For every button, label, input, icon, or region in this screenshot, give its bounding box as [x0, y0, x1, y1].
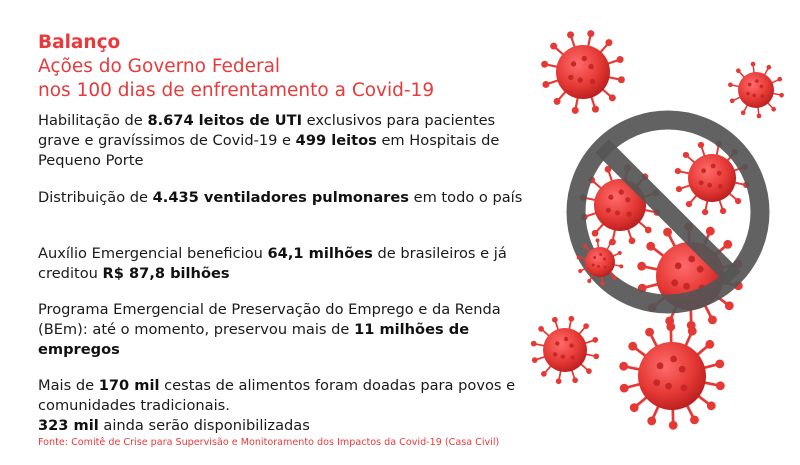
- item-text: ainda serão disponibilizadas: [98, 417, 310, 434]
- header: [38, 31, 434, 103]
- source-note: Fonte: Comitê de Crise para Supervisão e Monitoramento dos Impactos da Covid-19 (Casa Civil): [38, 437, 500, 448]
- item-highlight: 64,1 milhões: [267, 245, 373, 262]
- item-text: Distribuição de: [38, 189, 153, 206]
- item-food-baskets: [38, 376, 528, 436]
- header-line-1: Ações do Governo Federal: [38, 56, 281, 77]
- virus-icon: [580, 165, 661, 246]
- virus-icon: [541, 30, 625, 114]
- header-line-2: nos 100 dias de enfrentamento a Covid-19: [38, 80, 435, 101]
- item-text: de brasileiros e já creditou: [38, 245, 507, 282]
- item-emergency-aid: [38, 244, 528, 284]
- virus-icon: [577, 238, 624, 285]
- item-highlight: 499 leitos: [295, 132, 377, 149]
- item-text: Habilitação de: [38, 112, 148, 129]
- item-text: em Hospitais de Pequeno Porte: [38, 132, 500, 169]
- item-highlight: 4.435 ventiladores pulmonares: [152, 189, 409, 206]
- virus-icon: [637, 222, 742, 329]
- item-employment-program: [38, 300, 528, 360]
- item-uti-beds: [38, 111, 528, 171]
- virus-icon: [531, 316, 599, 384]
- virus-icon: [619, 322, 724, 429]
- header-title: Balanço: [38, 32, 121, 53]
- virus-icon: [675, 141, 749, 215]
- item-highlight: 8.674 leitos de UTI: [147, 112, 303, 129]
- virus-icon: [728, 62, 784, 119]
- item-text: cestas de alimentos foram doadas para povos e comunidades tradicionais.: [38, 377, 516, 414]
- item-text: Auxílio Emergencial beneficiou: [38, 245, 268, 262]
- item-highlight: 170 mil: [98, 377, 160, 394]
- item-highlight: 323 mil: [38, 417, 99, 434]
- item-highlight: 11 milhões de empregos: [38, 321, 470, 358]
- item-text: Programa Emergencial de Preservação do Emprego e da Renda (BEm): até o momento, preservou mais de: [38, 301, 501, 338]
- item-text: Mais de: [38, 377, 99, 394]
- prohibition-sign-icon: [576, 120, 760, 304]
- item-ventilators: [38, 188, 528, 208]
- item-text: exclusivos para pacientes grave e gravíssimos de Covid-19 e: [38, 112, 496, 149]
- item-highlight: R$ 87,8 bilhões: [102, 265, 230, 282]
- item-text: em todo o país: [408, 189, 523, 206]
